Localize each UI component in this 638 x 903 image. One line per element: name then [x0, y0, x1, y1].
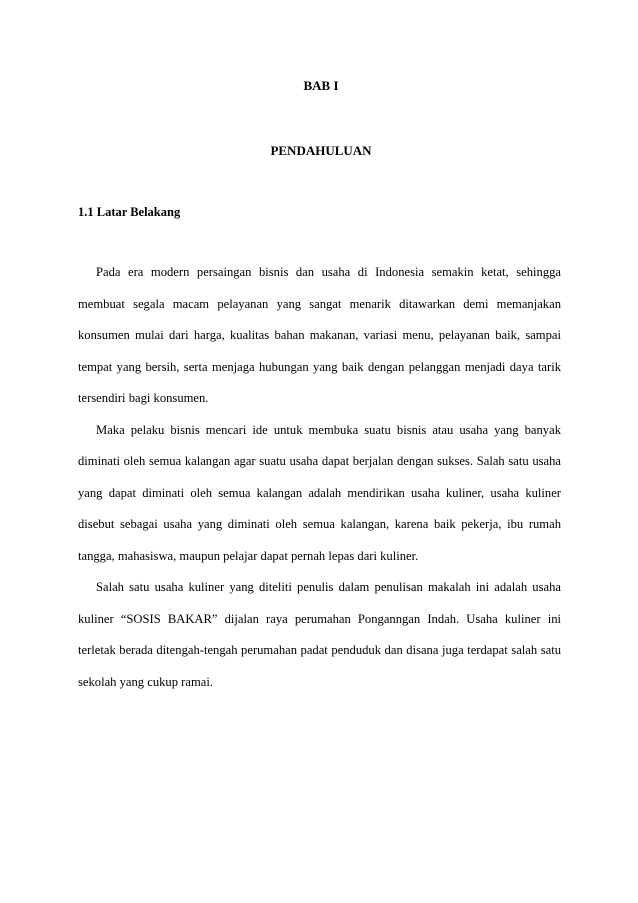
chapter-title: PENDAHULUAN [270, 143, 372, 158]
paragraph: Maka pelaku bisnis mencari ide untuk membuka suatu bisnis atau usaha yang banyak diminati oleh semua kalangan agar suatu usaha dapat berjalan dengan sukses. Salah satu usaha yang dapat diminati oleh semua kalangan adalah mendirikan usaha kuliner, usaha kuliner disebut sebagai usaha yang diminati oleh semua kalangan, karena baik pekerja, ibu rumah tangga, mahasiswa, maupun pelajar dapat pernah lepas dari kuliner. [78, 422, 561, 563]
body-text [78, 257, 561, 698]
paragraph: Salah satu usaha kuliner yang diteliti penulis dalam penulisan makalah ini adalah usaha kuliner “SOSIS BAKAR” dijalan raya perumahan Ponganngan Indah. Usaha kuliner ini terletak berada ditengah-tengah perumahan padat penduduk dan disana juga terdapat salah satu sekolah yang cukup ramai. [78, 580, 561, 689]
paragraph: Pada era modern persaingan bisnis dan usaha di Indonesia semakin ketat, sehingga membuat segala macam pelayanan yang sangat menarik ditawarkan demi memanjakan konsumen mulai dari harga, kualitas bahan makanan, variasi menu, pelayanan baik, sampai tempat yang bersih, serta menjaga hubungan yang baik dengan pelanggan menjadi daya tarik tersendiri bagi konsumen. [78, 265, 561, 405]
chapter-label: BAB I [303, 78, 339, 93]
section-heading: 1.1 Latar Belakang [78, 205, 181, 219]
